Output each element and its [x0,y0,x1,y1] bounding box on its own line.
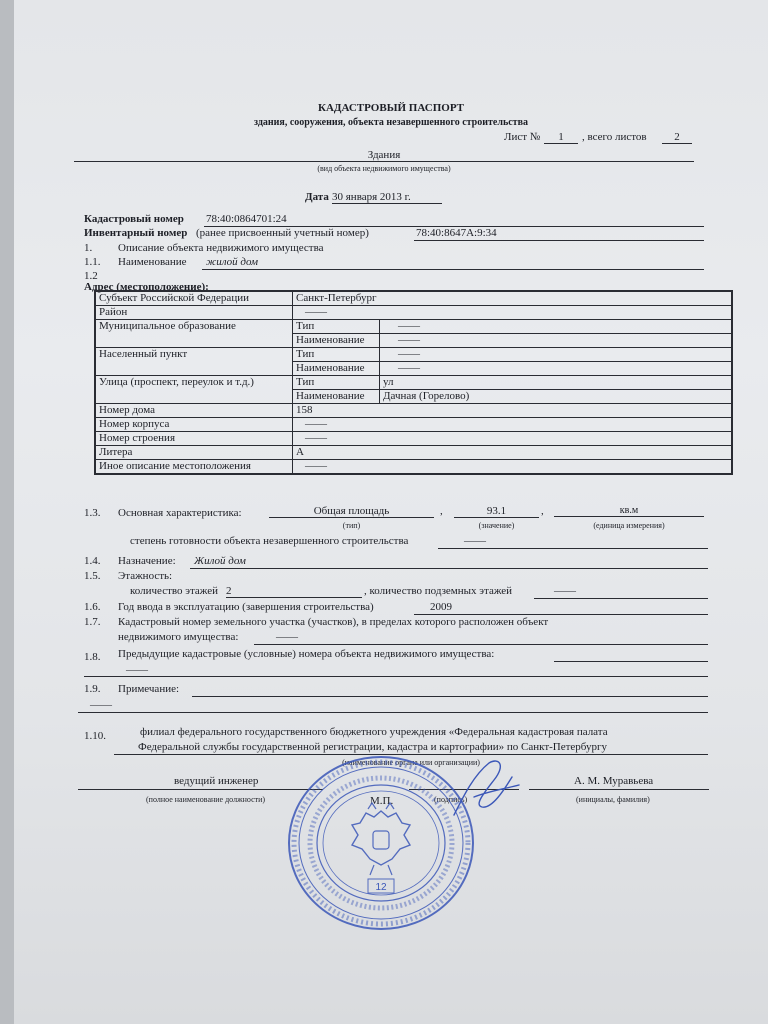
section-1-5-number: 1.5. [84,570,101,582]
value-caption: (значение) [478,521,515,530]
organization-line-2: Федеральной службы государственной регистрации, кадастра и картографии» по Санкт-Петербургу [138,741,607,753]
object-type-caption: (вид объекта недвижимого имущества) [317,164,451,173]
object-type-line [74,161,694,162]
sheet-number: 1 [544,131,578,144]
sheets-total: 2 [662,131,692,144]
purpose-value: Жилой дом [194,555,246,567]
inventory-note: (ранее присвоенный учетный номер) [196,227,369,239]
region-value: Санкт-Петербург [293,292,732,306]
signer-name: А. М. Муравьева [574,775,654,787]
land-plot-label-1: Кадастровый номер земельного участка (участков), в пределах которого расположен объект [118,616,549,628]
table-row [96,292,732,306]
municipal-label: Муниципальное образование [96,320,293,348]
district-value: —— [293,306,732,320]
underground-value: —— [554,585,576,597]
settlement-type-label: Тип [293,348,380,362]
section-1-2-number: 1.2 [84,270,98,282]
street-type-label: Тип [293,376,380,390]
note-line-1 [192,696,708,697]
house-label: Номер дома [96,404,293,418]
section-1-8-number: 1.8. [84,651,101,663]
building-label: Номер корпуса [96,418,293,432]
underground-line [534,598,708,599]
municipal-name-label: Наименование [293,334,380,348]
other-location-value: —— [293,460,732,474]
type-caption: (тип) [342,521,361,530]
document-page: КАДАСТРОВЫЙ ПАСПОРТ здания, сооружения, объекта незавершенного строительства Лист № 1 , всего листов 2 Здания (вид объекта недвижимого имущества) Дата 30 января 2013 г. Кадастровый номер 78:40:0864701:24 Инвентарный номер (ранее присвоенный учетный номер) 78:40:8647А:9:34 1. Описание объекта недвижимого имущества 1.1. Наименование жилой дом 1.2 Адрес (местоположение): Субъект Российской Федерации Санкт-Петербург Район —— Муниципальное образование Тип —— Наименование —— Населенный пункт Тип —— Наименование —— Улица (проспект, переулок и т.д.) Тип ул Наименование Дачная (Горелово) Номер дома 158 Номер корпуса —— Номер строения —— Литера А Иное описание местоположения —— 1.3. Основная характеристика: Общая площадь , 93.1 , кв.м (тип) (значение) (единица измерения) степень готовности объекта незавершенного строительства —— 1.4. Назначение: Жилой дом 1.5. Этажность: количество этажей 2 , количество подземных этажей —— 1.6. Год ввода в эксплуатацию (завершения строительства) 2009 1.7. Кадастровый номер земельного участка (участков), в пределах которого расположен объект недвижимого имущества: —— 1.8. Предыдущие кадастровые (условные) номера объекта недвижимого имущества: —— 1.9. Примечание: —— 1.10. филиал федерального государственного бюджетного учреждения «Федеральная кадастровая палата Федеральной службы государственной регистрации, кадастра и картографии» по Санкт-Петербургу (наименование органа или организации) ведущий инженер (полное наименование должности) М.П. (подпись) А. М. Муравьева (инициалы, фамилия) 12 [14,0,768,1024]
region-label: Субъект Российской Федерации [96,292,293,306]
position-caption: (полное наименование должности) [146,795,266,804]
building-value: —— [293,418,732,432]
note-line-2 [78,712,708,713]
underground-label: , количество подземных этажей [364,585,513,597]
commissioning-value: 2009 [430,601,452,613]
address-title: Адрес (местоположение): [84,281,209,293]
inventory-label: Инвентарный номер [84,227,188,239]
date-value: 30 января 2013 г. [332,191,442,204]
date-label: Дата [305,191,329,203]
section-1-10-number: 1.10. [84,730,106,742]
note-value: —— [90,699,112,711]
organization-caption: (наименование органа или организации) [342,758,480,767]
purpose-line [190,568,708,569]
document-subtitle: здания, сооружения, объекта незавершенного строительства [254,117,528,128]
municipal-type-label: Тип [293,320,380,334]
house-value: 158 [293,404,732,418]
section-1-number: 1. [84,242,93,254]
table-row [96,418,732,432]
purpose-label: Назначение: [118,555,176,567]
floors-value: 2 [226,585,362,598]
name-label: Наименование [118,256,187,268]
organization-line-1: филиал федерального государственного бюджетного учреждения «Федеральная кадастровая палата [140,726,608,738]
street-label: Улица (проспект, переулок и т.д.) [96,376,293,404]
section-1-7-number: 1.7. [84,616,101,628]
signer-name-caption: (инициалы, фамилия) [576,795,650,804]
sheets-total-label: , всего листов [582,131,647,143]
settlement-type-value: —— [380,348,732,362]
inventory-value: 78:40:8647А:9:34 [416,227,497,239]
stamp-number: 12 [375,882,387,893]
structure-label: Номер строения [96,432,293,446]
settlement-name-label: Наименование [293,362,380,376]
previous-numbers-value: —— [126,664,148,676]
stamp-place-label: М.П. [370,795,394,807]
document-title: КАДАСТРОВЫЙ ПАСПОРТ [317,102,465,114]
characteristic-unit: кв.м [554,505,704,517]
other-location-label: Иное описание местоположения [96,460,293,474]
signer-name-line [529,789,709,790]
section-1-1-number: 1.1. [84,256,101,268]
readiness-value: —— [464,535,486,547]
district-label: Район [96,306,293,320]
position-value: ведущий инженер [174,775,259,787]
litera-label: Литера [96,446,293,460]
land-plot-value: —— [276,631,298,643]
table-row [96,446,732,460]
previous-numbers-line-2 [84,676,708,677]
note-label: Примечание: [118,683,180,695]
settlement-name-value: —— [380,362,732,376]
cadastral-value: 78:40:0864701:24 [206,213,287,225]
table-row [96,306,732,320]
table-row [96,376,732,390]
settlement-label: Населенный пункт [96,348,293,376]
floors-title: Этажность: [118,570,173,582]
readiness-line [438,548,708,549]
land-plot-label-2: недвижимого имущества: [118,631,239,643]
commissioning-line [414,614,708,615]
street-type-value: ул [380,376,732,390]
unit-caption: (единица измерения) [593,521,665,530]
municipal-type-value: —— [380,320,732,334]
cadastral-label: Кадастровый номер [84,213,184,225]
address-table [94,290,733,475]
commissioning-label: Год ввода в эксплуатацию (завершения строительства) [118,601,374,613]
name-line [202,269,704,270]
characteristic-value: 93.1 [454,505,539,518]
floors-label: количество этажей [130,585,219,597]
sheet-label: Лист № [504,131,541,143]
table-row [96,404,732,418]
section-1-9-number: 1.9. [84,683,101,695]
name-value: жилой дом [206,256,259,268]
street-name-value: Дачная (Горелово) [380,390,732,404]
section-1-4-number: 1.4. [84,555,101,567]
sign-caption: (подпись) [434,795,468,804]
characteristic-type: Общая площадь [269,505,434,518]
section-1-6-number: 1.6. [84,601,101,613]
structure-value: —— [293,432,732,446]
table-row [96,320,732,334]
street-name-label: Наименование [293,390,380,404]
table-row [96,432,732,446]
readiness-label: степень готовности объекта незавершенного строительства [130,535,409,547]
municipal-name-value: —— [380,334,732,348]
section-1-title: Описание объекта недвижимого имущества [118,242,324,254]
official-seal-icon [286,753,476,933]
previous-numbers-label: Предыдущие кадастровые (условные) номера объекта недвижимого имущества: [118,648,495,660]
inventory-line [414,240,704,241]
previous-numbers-line-1 [554,661,708,662]
land-plot-line [254,644,708,645]
table-row [96,460,732,474]
main-characteristic-label: Основная характеристика: [118,507,242,519]
section-1-3-number: 1.3. [84,507,101,519]
litera-value: А [293,446,732,460]
table-row [96,348,732,362]
object-type-value: Здания [367,149,401,161]
